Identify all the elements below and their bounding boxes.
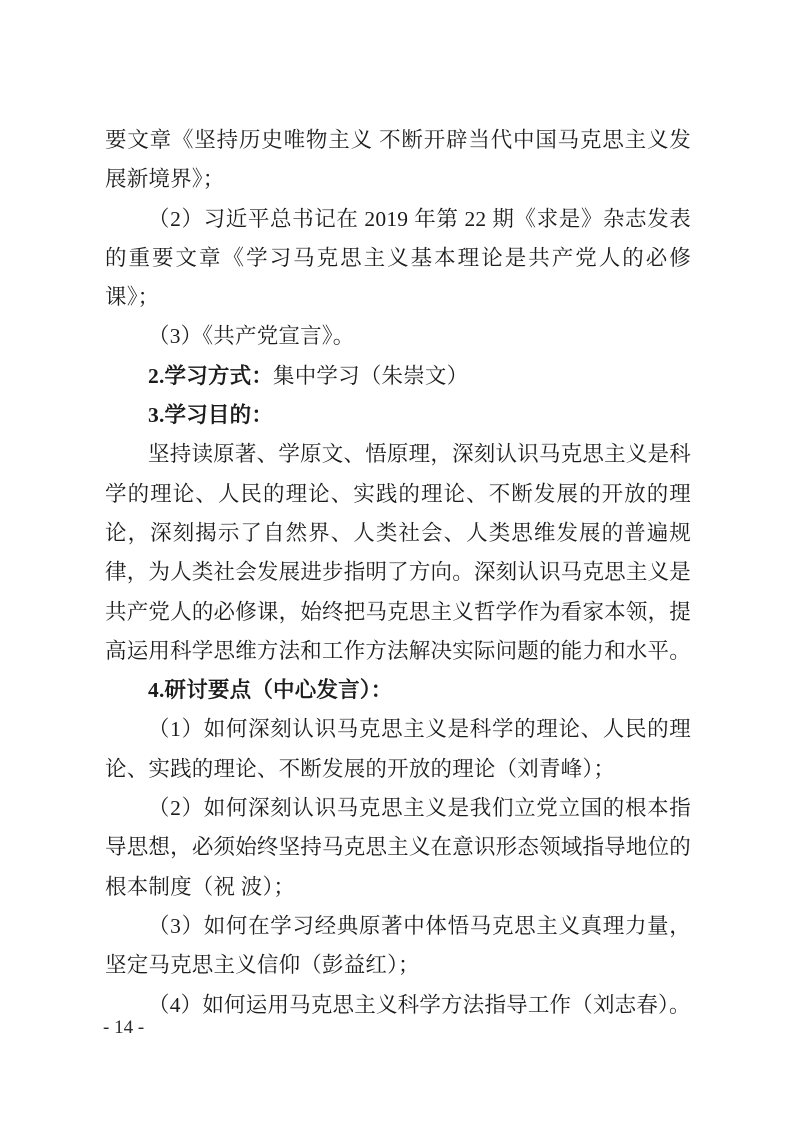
paragraph-purpose-body xyxy=(105,435,691,671)
paragraph-text: （3）如何在学习经典原著中体悟马克思主义真理力量，坚定马克思主义信仰（彭益红）； xyxy=(105,913,691,978)
heading-label: 3.学习目的： xyxy=(148,403,274,428)
heading-value: 集中学习（朱崇文） xyxy=(273,363,469,388)
paragraph-point-2 xyxy=(105,789,691,907)
heading-study-purpose xyxy=(105,396,691,435)
paragraph-text: 要文章《坚持历史唯物主义 不断开辟当代中国马克思主义发展新境界》； xyxy=(105,128,691,192)
paragraph-text: （2）习近平总书记在 2019 年第 22 期《求是》杂志发表的重要文章《学习马克思主义基本理论是共产党人的必修课》； xyxy=(105,206,691,310)
heading-label: 4.研讨要点（中心发言）： xyxy=(148,678,393,703)
heading-study-method xyxy=(105,357,691,396)
heading-discussion-points xyxy=(105,671,691,710)
page-number: - 14 - xyxy=(103,1017,145,1038)
paragraph-text: （4）如何运用马克思主义科学方法指导工作（刘志春）。 xyxy=(148,992,691,1017)
paragraph-point-4 xyxy=(105,986,691,1025)
paragraph-text: （3）《共产党宣言》。 xyxy=(148,324,355,349)
paragraph-text: 坚持读原著、学原文、悟原理，深刻认识马克思主义是科学的理论、人民的理论、实践的理论、不断发展的开放的理论，深刻揭示了自然界、人类社会、人类思维发展的普遍规律，为人类社会发展进步指明了方向。深刻认识马克思主义是共产党人的必修课，始终把马克思主义哲学作为看家本领，提高运用科学思维方法和工作方法解决实际问题的能力和水平。 xyxy=(105,442,691,663)
paragraph-text: （2）如何深刻认识马克思主义是我们立党立国的根本指导思想，必须始终坚持马克思主义在意识形态领域指导地位的根本制度（祝 波）； xyxy=(105,796,691,899)
paragraph-point-1 xyxy=(105,710,691,789)
paragraph-list-item-2 xyxy=(105,200,691,318)
paragraph-list-item-3 xyxy=(105,317,691,356)
heading-label: 2.学习方式： xyxy=(148,363,274,388)
document-body xyxy=(105,121,691,1025)
paragraph-text: （1）如何深刻认识马克思主义是科学的理论、人民的理论、实践的理论、不断发展的开放的理论（刘青峰）； xyxy=(105,717,691,781)
paragraph-continuation xyxy=(105,121,691,200)
paragraph-point-3 xyxy=(105,907,691,986)
